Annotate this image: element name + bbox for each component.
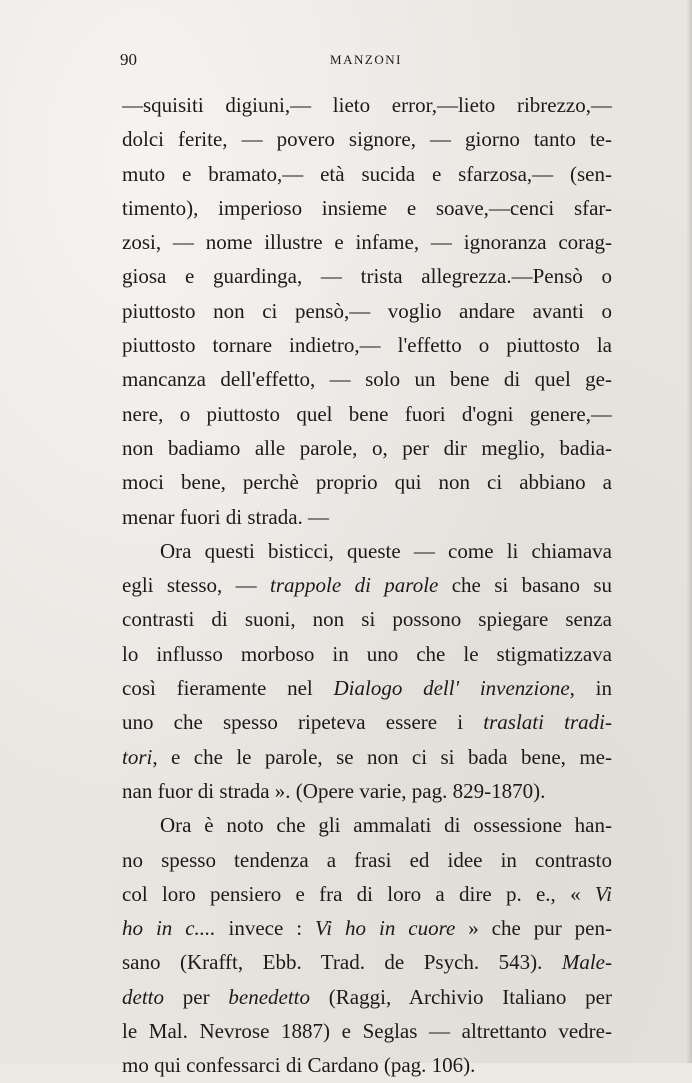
body-text [122,88,612,1083]
text-line [122,294,612,328]
text-segment: , in [569,676,612,701]
text-segment: invece : [215,916,315,941]
text-line [122,362,612,396]
text-line [122,225,612,259]
text-segment: nan fuor di strada ». (Opere varie, pag. 829-1870). [122,778,546,803]
text-segment: Ora questi bisticci, queste — come li chiamava [160,538,612,563]
italic-text: traslati tradi- [483,710,612,735]
text-segment: così fieramente nel [122,676,334,701]
text-segment: Ora è noto che gli ammalati di ossessione han- [160,813,612,838]
text-segment: mancanza dell'effetto, — solo un bene di quel ge- [122,367,612,392]
italic-text: trappole di parole [270,573,439,598]
text-segment: (Raggi, Archivio Italiano per [310,984,612,1009]
text-line [122,774,612,808]
italic-text: Male- [561,950,612,975]
italic-text: detto [122,984,164,1009]
italic-text: Vi ho in cuore [315,916,456,941]
italic-text: Dialogo dell' invenzione [333,676,570,701]
text-segment: muto e bramato,— età sucida e sfarzosa,— (sen- [122,161,612,186]
text-segment: —squisiti digiuni,— lieto error,—lieto ribrezzo,— [122,93,612,117]
text-segment: , e che le parole, se non ci si bada bene, me- [152,744,612,769]
text-line [122,911,612,945]
text-line [122,500,612,534]
text-segment: sano (Krafft, Ebb. Trad. de Psych. 543). [122,950,562,975]
text-line [122,88,612,122]
text-segment: le Mal. Nevrose 1887) e Seglas — altrettanto vedre- [122,1019,612,1044]
text-segment: no spesso tendenza a frasi ed idee in contrasto [122,847,612,872]
text-segment: zosi, — nome illustre e infame, — ignoranza corag- [122,230,612,255]
text-segment: moci bene, perchè proprio qui non ci abbiano a [122,470,612,495]
text-line [122,671,612,705]
italic-text: tori [122,744,153,769]
text-segment: col loro pensiero e fra di loro a dire p. e., « [122,881,595,906]
text-segment: » che pur pen- [455,916,612,941]
text-line [122,431,612,465]
text-line [122,534,612,568]
text-line [122,945,612,979]
text-line [122,637,612,671]
text-segment: per [164,984,229,1009]
italic-text: benedetto [228,984,311,1009]
page-number: 90 [120,50,137,69]
text-segment: non badiamo alle parole, o, per dir meglio, badia- [122,435,612,460]
text-line [122,808,612,842]
text-line [122,602,612,636]
text-segment: piuttosto non ci pensò,— voglio andare avanti o [122,298,612,323]
text-line [122,465,612,499]
text-line [122,328,612,362]
text-line [122,877,612,911]
text-segment: mo qui confessarci di Cardano (pag. 106). [122,1053,476,1078]
text-segment: menar fuori di strada. — [122,504,330,529]
text-line [122,980,612,1014]
text-segment: egli stesso, — [122,573,271,598]
text-line [122,397,612,431]
running-title: MANZONI [330,52,402,67]
text-segment: dolci ferite, — povero signore, — giorno tanto te- [122,127,612,152]
running-head [120,50,612,74]
text-segment: che si basano su [438,573,612,598]
text-line [122,1014,612,1048]
italic-text: Vi [594,881,612,906]
text-line [122,259,612,293]
text-line [122,157,612,191]
text-line [122,705,612,739]
text-line [122,191,612,225]
text-segment: contrasti di suoni, non si possono spiegare senza [122,607,612,632]
text-line [122,122,612,156]
page-edge-shadow [686,0,692,1063]
italic-text: ho in c.... [122,916,216,941]
text-line [122,1048,612,1082]
text-segment: nere, o piuttosto quel bene fuori d'ogni genere,— [122,401,612,426]
text-segment: timento), imperioso insieme e soave,—cenci sfar- [122,195,612,220]
text-line [122,843,612,877]
text-segment: lo influsso morboso in uno che le stigmatizzava [122,641,612,666]
text-segment: giosa e guardinga, — trista allegrezza.—Pensò o [122,264,612,289]
text-segment: piuttosto tornare indietro,— l'effetto o piuttosto la [122,333,612,358]
text-segment: uno che spesso ripeteva essere i [122,710,484,735]
text-line [122,568,612,602]
text-line [122,740,612,774]
